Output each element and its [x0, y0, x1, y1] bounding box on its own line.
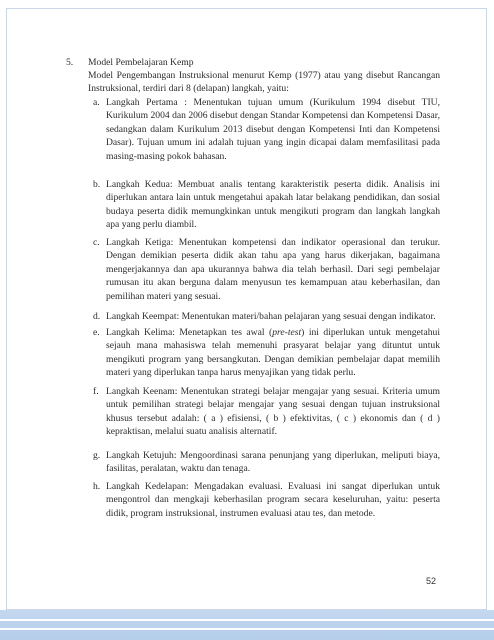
section-title: Model Pembelajaran Kemp [88, 57, 194, 68]
list-item-f [66, 385, 440, 439]
list-marker: d. [93, 311, 101, 322]
list-item-text: Langkah Pertama : Menentukan tujuan umum (Kurikulum 1994 disebut TIU, Kurikulum 2004 dan 2006 disebut dengan Standar Kompetensi dan Kompetensi Dasar, sedangkan dalam Kurikulum 2013 disebut dengan Kompetensi Inti dan Kompetensi Dasar). Tujuan umum ini adalah tujuan yang ingin dicapai dalam memfasilitasi pada masing-masing pokok bahasan. [106, 97, 441, 162]
list-item-text: Langkah Kedua: Membuat analis tentang karakteristik peserta didik. Analisis ini diperlukan antara lain untuk mengetahui apakah latar belakang pendidikan, dan sosial budaya peserta didik memungkinkan untuk mengikuti program dan langkah langkah apa yang perlu diambil. [106, 179, 440, 231]
list-item-text [106, 326, 440, 380]
list-item-g [66, 449, 440, 476]
footer-band [0, 610, 494, 640]
list-marker: a. [93, 97, 100, 108]
list-item-text: Langkah Ketujuh: Mengoordinasi sarana penunjang yang diperlukan, meliputi biaya, fasilitas, peralatan, waktu dan tenaga. [106, 450, 440, 475]
list-item-text: Langkah Kedelapan: Mengadakan evaluasi. Evaluasi ini sangat diperlukan untuk mengontrol dan mengkaji keberhasilan program secara keseluruhan, yaitu: peserta didik, program instruksional, instrumen evaluasi atau tes, dan metode. [106, 481, 440, 519]
list-item-text: Langkah Keenam: Menentukan strategi belajar mengajar yang sesuai. Kriteria umum untuk pemilihan strategi belajar mengajar yang sesuai dengan tujuan instruksional khusus tersebut adalah: ( a ) efisiensi, ( b ) efektivitas, ( c ) ekonomis dan ( d ) kepraktisan, melalui suatu analisis alternatif. [106, 386, 440, 438]
list-item-h [66, 480, 440, 520]
list-item-a [66, 96, 440, 163]
list-item-d [66, 310, 440, 323]
list-item-text: Langkah Ketiga: Menentukan kompetensi dan indikator operasional dan terukur. Dengan demikian peserta didik akan tahu apa yang harus dikerjakan, bagaimana mengerjakannya dan apa ukurannya bahwa dia telah berhasil. Dari segi pembelajar rumusan itu akan berguna dalam menyusun tes kemampuan atau keberhasilan, dan pemilihan materi yang sesuai. [106, 237, 440, 302]
footer-stripe [0, 619, 494, 621]
footer-stripe [0, 628, 494, 630]
list-marker: h. [93, 481, 101, 492]
list-marker: f. [93, 386, 99, 397]
section-intro: Model Pengembangan Instruksional menurut Kemp (1977) atau yang disebut Rancangan Instruksional, terdiri dari 8 (delapan) langkah, yaitu: [88, 70, 440, 94]
list-item-e [66, 326, 440, 380]
list-marker: c. [93, 237, 100, 248]
section-heading [66, 57, 194, 69]
section-number: 5. [66, 57, 74, 68]
text-segment: Langkah Kelima: Menetapkan tes awal ( [106, 327, 273, 338]
list-marker: e. [93, 327, 100, 338]
text-segment: ) ini diperlukan untuk mengetahui sejauh mana mahasiswa telah memenuhi prasyarat belajar yang dituntut untuk mengikuti program yang bersangkutan. Dengan demikian pembelajar dapat memilih materi yang diperlukan tanpa harus menyajikan yang tidak perlu. [106, 327, 440, 379]
list-item-text: Langkah Keempat: Menentukan materi/bahan pelajaran yang sesuai dengan indikator. [106, 311, 436, 322]
page-number: 52 [426, 576, 437, 586]
list-item-c [66, 236, 440, 303]
list-item-b [66, 178, 440, 232]
list-marker: g. [93, 450, 101, 461]
list-marker: b. [93, 179, 101, 190]
italic-term: pre-test [272, 327, 302, 338]
